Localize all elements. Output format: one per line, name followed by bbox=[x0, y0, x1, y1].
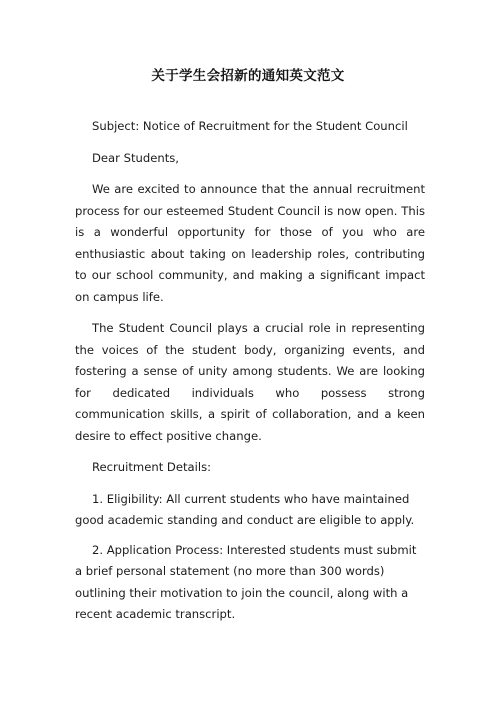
list-text: Application Process: Interested students must submit a brief personal statement (no more than 300 words) outlining their motivation to join the council, along with a recent academic transcript. bbox=[75, 542, 417, 621]
details-item-application bbox=[75, 540, 425, 626]
details-heading: Recruitment Details: bbox=[92, 460, 212, 474]
document-title: 关于学生会招新的通知英文范文 bbox=[151, 68, 345, 84]
list-text: Eligibility: All current students who have maintained good academic standing and conduct are eligible to apply. bbox=[75, 491, 415, 527]
paragraph-announcement: We are excited to announce that the annual recruitment process for our esteemed Student Council is now open. This is a wonderful opportunity for those of you who are enthusiastic about taking on leadership roles, contributing to our school community, and making a significant impact on campus life. bbox=[75, 182, 425, 304]
paragraph-council-role: The Student Council plays a crucial role in representing the voices of the student body, organizing events, and fostering a sense of unity among students. We are looking for dedicated individuals who possess strong communication skills, a spirit of collaboration, and a keen desire to effect positive change. bbox=[75, 321, 425, 443]
details-item-eligibility bbox=[75, 489, 425, 532]
list-number: 1. bbox=[92, 491, 104, 506]
subject-line: Subject: Notice of Recruitment for the Student Council bbox=[92, 119, 408, 133]
document-body bbox=[75, 116, 425, 634]
greeting: Dear Students, bbox=[92, 150, 179, 165]
list-number: 2. bbox=[92, 542, 104, 557]
